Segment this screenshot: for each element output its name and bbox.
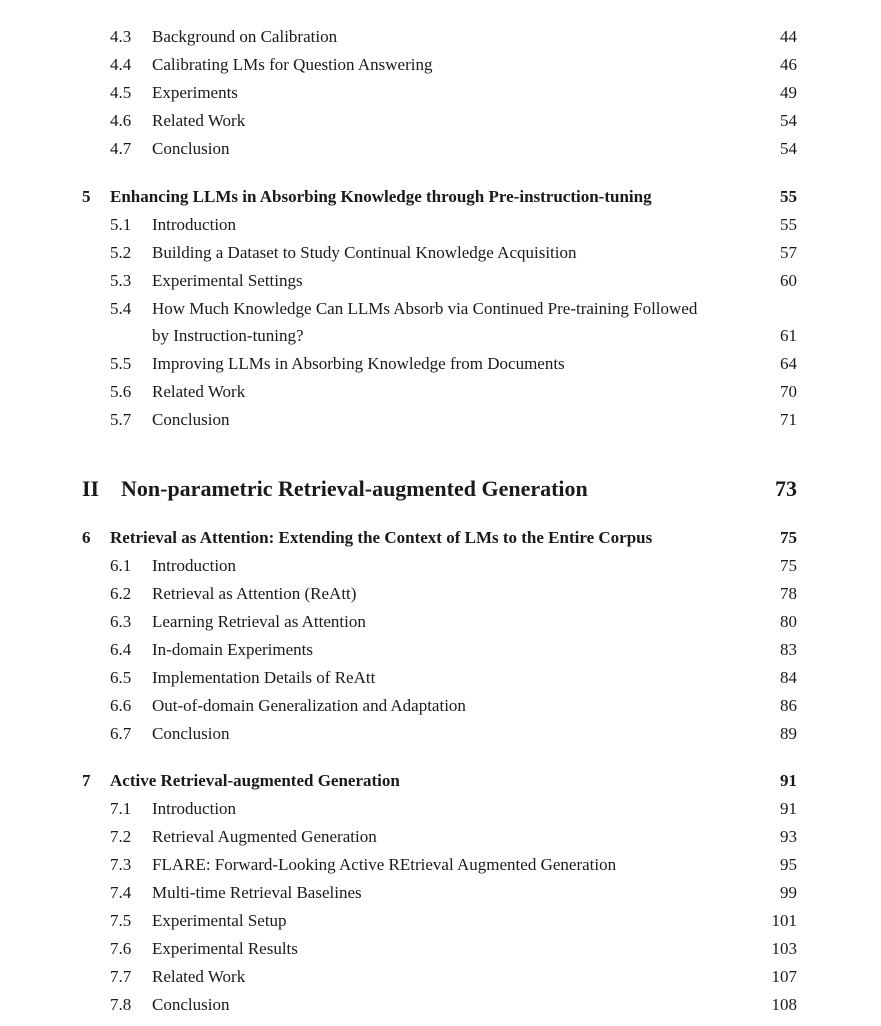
section-title: Experimental Settings [152, 271, 303, 290]
part-number: II [82, 476, 100, 501]
page-number: 101 [771, 911, 797, 930]
toc-entry-5-6[interactable] [0, 381, 881, 403]
page-number: 95 [780, 855, 797, 874]
section-number: 4.5 [110, 83, 132, 102]
page-number: 78 [780, 584, 797, 603]
toc-entry-5-2[interactable] [0, 242, 881, 264]
toc-entry-7-7[interactable] [0, 966, 881, 988]
section-number: 7.1 [110, 799, 132, 818]
page-number: 107 [771, 967, 797, 986]
section-title: How Much Knowledge Can LLMs Absorb via Continued Pre-training Followed [152, 299, 698, 318]
section-number: 7.7 [110, 967, 132, 986]
page-number: 46 [780, 55, 797, 74]
toc-entry-5-5[interactable] [0, 353, 881, 375]
chapter-title: Active Retrieval-augmented Generation [110, 771, 400, 790]
page-number: 70 [780, 382, 797, 401]
section-number: 6.7 [110, 724, 132, 743]
page-number: 84 [780, 668, 797, 687]
toc-entry-6-4[interactable] [0, 639, 881, 661]
toc-entry-7-1[interactable] [0, 798, 881, 820]
toc-chapter-6[interactable] [0, 527, 881, 549]
page-number: 91 [780, 771, 797, 790]
page-number: 80 [780, 612, 797, 631]
toc-chapter-7[interactable] [0, 770, 881, 792]
chapter-number: 7 [82, 771, 91, 790]
toc-entry-5-7[interactable] [0, 409, 881, 431]
chapter-number: 6 [82, 528, 91, 547]
page-number: 55 [780, 215, 797, 234]
section-title: Building a Dataset to Study Continual Knowledge Acquisition [152, 243, 577, 262]
section-title: Introduction [152, 799, 237, 818]
toc-entry-5-4-continued[interactable] [0, 325, 881, 347]
section-number: 6.2 [110, 584, 132, 603]
section-number: 4.3 [110, 27, 132, 46]
page-number: 49 [780, 83, 797, 102]
section-number: 7.5 [110, 911, 132, 930]
chapter-title: Retrieval as Attention: Extending the Context of LMs to the Entire Corpus [110, 528, 653, 547]
page-number: 83 [780, 640, 797, 659]
section-number: 7.4 [110, 883, 132, 902]
page-number: 73 [775, 476, 797, 501]
section-title-continued: by Instruction-tuning? [152, 326, 304, 345]
toc-entry-7-8[interactable] [0, 994, 881, 1016]
section-number: 7.6 [110, 939, 132, 958]
toc-entry-4-6[interactable] [0, 110, 881, 132]
toc-entry-6-5[interactable] [0, 667, 881, 689]
page-number: 61 [780, 326, 797, 345]
section-number: 5.5 [110, 354, 132, 373]
page-number: 103 [771, 939, 797, 958]
page-number: 108 [771, 995, 797, 1014]
section-number: 4.7 [110, 139, 132, 158]
section-title: Calibrating LMs for Question Answering [152, 55, 433, 74]
toc-entry-6-1[interactable] [0, 555, 881, 577]
part-title: Non-parametric Retrieval-augmented Generation [121, 476, 588, 501]
section-title: Related Work [152, 111, 246, 130]
section-title: Conclusion [152, 724, 230, 743]
page-number: 99 [780, 883, 797, 902]
section-title: Background on Calibration [152, 27, 338, 46]
section-number: 6.3 [110, 612, 132, 631]
page-number: 54 [780, 111, 797, 130]
section-number: 5.1 [110, 215, 132, 234]
page-number: 75 [780, 556, 797, 575]
page-number: 60 [780, 271, 797, 290]
chapter-number: 5 [82, 187, 91, 206]
section-title: Conclusion [152, 995, 230, 1014]
toc-entry-7-2[interactable] [0, 826, 881, 848]
toc-entry-4-5[interactable] [0, 82, 881, 104]
section-number: 4.4 [110, 55, 132, 74]
section-title: Improving LLMs in Absorbing Knowledge from Documents [152, 354, 565, 373]
section-title: FLARE: Forward-Looking Active REtrieval Augmented Generation [152, 855, 617, 874]
chapter-title: Enhancing LLMs in Absorbing Knowledge through Pre-instruction-tuning [110, 187, 652, 206]
page-number: 91 [780, 799, 797, 818]
section-number: 6.4 [110, 640, 132, 659]
section-number: 5.7 [110, 410, 132, 429]
section-title: Out-of-domain Generalization and Adaptation [152, 696, 466, 715]
toc-entry-6-7[interactable] [0, 723, 881, 745]
section-title: Implementation Details of ReAtt [152, 668, 376, 687]
page-number: 57 [780, 243, 797, 262]
section-title: Conclusion [152, 410, 230, 429]
section-number: 6.6 [110, 696, 132, 715]
toc-entry-7-4[interactable] [0, 882, 881, 904]
section-title: Multi-time Retrieval Baselines [152, 883, 362, 902]
section-number: 6.5 [110, 668, 132, 687]
section-title: Experimental Setup [152, 911, 287, 930]
toc-chapter-5[interactable] [0, 186, 881, 208]
section-title: Introduction [152, 556, 237, 575]
section-title: Related Work [152, 382, 246, 401]
toc-entry-5-1[interactable] [0, 214, 881, 236]
section-number: 6.1 [110, 556, 132, 575]
section-title: Retrieval as Attention (ReAtt) [152, 584, 357, 603]
section-title: Related Work [152, 967, 246, 986]
section-number: 5.4 [110, 299, 132, 318]
section-number: 7.2 [110, 827, 132, 846]
page-number: 75 [780, 528, 797, 547]
toc-entry-4-4[interactable] [0, 54, 881, 76]
toc-entry-7-6[interactable] [0, 938, 881, 960]
toc-entry-4-7[interactable] [0, 138, 881, 160]
section-number: 5.2 [110, 243, 132, 262]
section-title: Experimental Results [152, 939, 298, 958]
section-title: Experiments [152, 83, 238, 102]
page-number: 55 [780, 187, 797, 206]
toc-entry-5-4[interactable] [0, 298, 881, 320]
section-title: In-domain Experiments [152, 640, 313, 659]
toc-entry-6-2[interactable] [0, 583, 881, 605]
page-number: 64 [780, 354, 797, 373]
page-number: 86 [780, 696, 797, 715]
toc-entry-4-3[interactable] [0, 26, 881, 48]
toc-entry-6-6[interactable] [0, 695, 881, 717]
toc-entry-7-5[interactable] [0, 910, 881, 932]
section-title: Learning Retrieval as Attention [152, 612, 366, 631]
toc-entry-7-3[interactable] [0, 854, 881, 876]
page-number: 93 [780, 827, 797, 846]
section-number: 5.6 [110, 382, 132, 401]
section-number: 4.6 [110, 111, 132, 130]
section-number: 7.3 [110, 855, 132, 874]
toc-entry-6-3[interactable] [0, 611, 881, 633]
toc-part-ii[interactable] [0, 474, 881, 504]
page-number: 54 [780, 139, 797, 158]
section-title: Introduction [152, 215, 237, 234]
page-number: 89 [780, 724, 797, 743]
page-number: 71 [780, 410, 797, 429]
section-title: Conclusion [152, 139, 230, 158]
section-number: 7.8 [110, 995, 132, 1014]
section-title: Retrieval Augmented Generation [152, 827, 377, 846]
toc-entry-5-3[interactable] [0, 270, 881, 292]
page-number: 44 [780, 27, 797, 46]
section-number: 5.3 [110, 271, 132, 290]
